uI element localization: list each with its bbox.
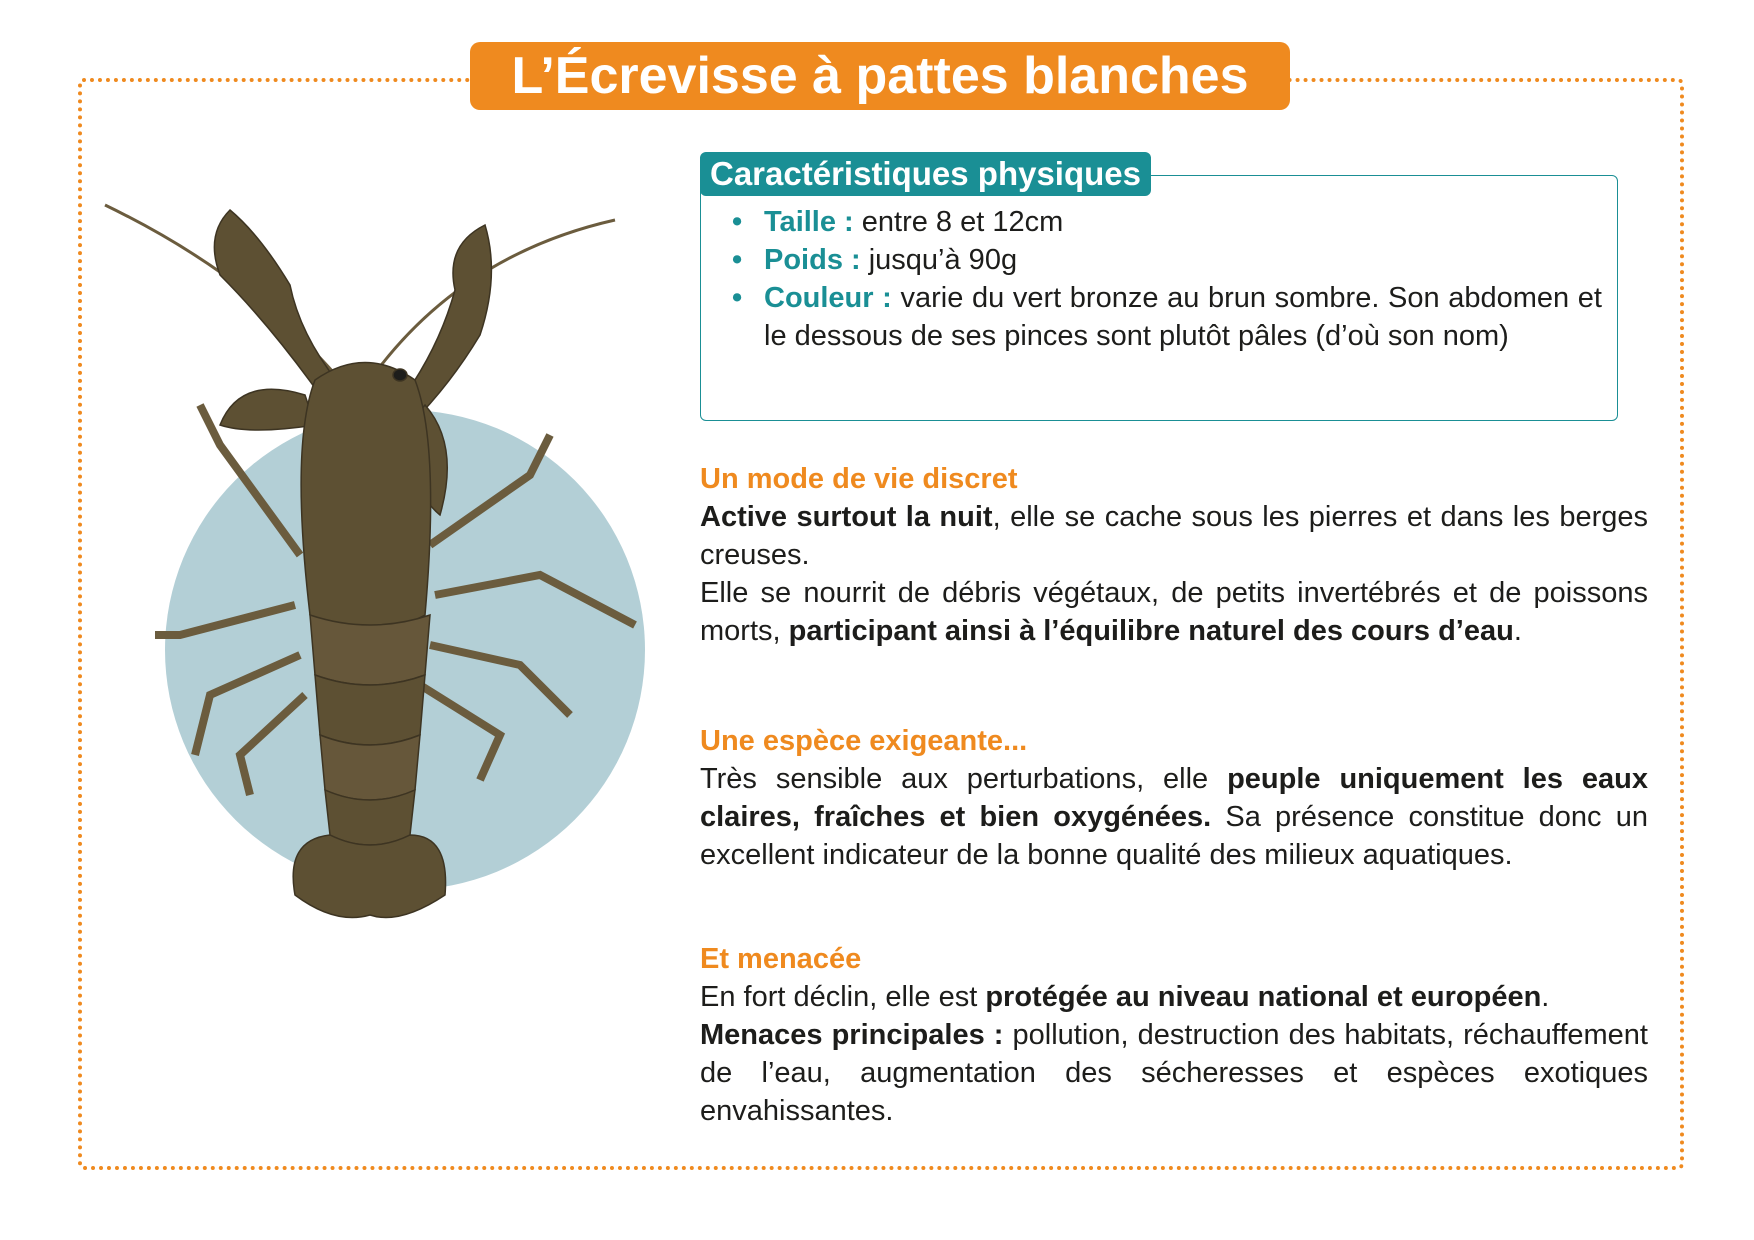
item-text: varie du vert bronze au brun sombre. Son abdomen et le dessous de ses pinces sont plutôt pâles (d’où son nom) [764, 282, 1602, 352]
text: Sa présence constitue donc un excellent indicateur de la bonne qualité des milieux aquatiques. [700, 801, 1648, 871]
bullet-icon: • [732, 282, 743, 314]
text: pollution, destruction des habitats, réchauffement de l’eau, augmentation des sécheresses et espèces exotiques envahissantes. [700, 1019, 1648, 1127]
page-title: L’Écrevisse à pattes blanches [470, 42, 1290, 110]
bold-text: participant ainsi à l’équilibre naturel des cours d’eau [788, 615, 1514, 647]
bullet-icon: • [732, 206, 743, 238]
item-text: entre 8 et 12cm [853, 206, 1064, 238]
section-paragraph [700, 1016, 1648, 1130]
list-item [730, 241, 1602, 279]
section-mode-de-vie [700, 460, 1648, 650]
bold-text: Menaces principales : [700, 1019, 1004, 1051]
crayfish-illustration [100, 195, 660, 1025]
text: Très sensible aux perturbations, elle [700, 763, 1228, 795]
bold-text: protégée au niveau national et européen [985, 981, 1542, 1013]
characteristics-list [730, 203, 1602, 355]
section-paragraph [700, 574, 1648, 650]
section-paragraph [700, 978, 1648, 1016]
text: En fort déclin, elle est [700, 981, 986, 1013]
section-exigeante [700, 722, 1648, 874]
item-key: Poids : [764, 244, 861, 276]
bold-text: Active surtout la nuit [700, 501, 993, 533]
section-paragraph [700, 498, 1648, 574]
item-key: Taille : [764, 206, 854, 238]
section-menacee [700, 940, 1648, 1130]
item-text: jusqu’à 90g [860, 244, 1018, 276]
text: Elle se nourrit de débris végétaux, de petits invertébrés et de poissons morts, [700, 577, 1648, 647]
section-heading: Et menacée [700, 943, 862, 975]
section-heading: Un mode de vie discret [700, 463, 1018, 495]
list-item [730, 279, 1602, 355]
text: , elle se cache sous les pierres et dans les berges creuses. [700, 501, 1648, 571]
bold-text: peuple uniquement les eaux claires, fraîches et bien oxygénées. [700, 763, 1648, 833]
section-heading: Une espèce exigeante... [700, 725, 1028, 757]
characteristics-heading: Caractéristiques physiques [700, 152, 1151, 196]
text: . [1513, 615, 1522, 647]
list-item [730, 203, 1602, 241]
text: . [1541, 981, 1550, 1013]
section-paragraph [700, 760, 1648, 874]
item-key: Couleur : [764, 282, 892, 314]
bullet-icon: • [732, 244, 743, 276]
